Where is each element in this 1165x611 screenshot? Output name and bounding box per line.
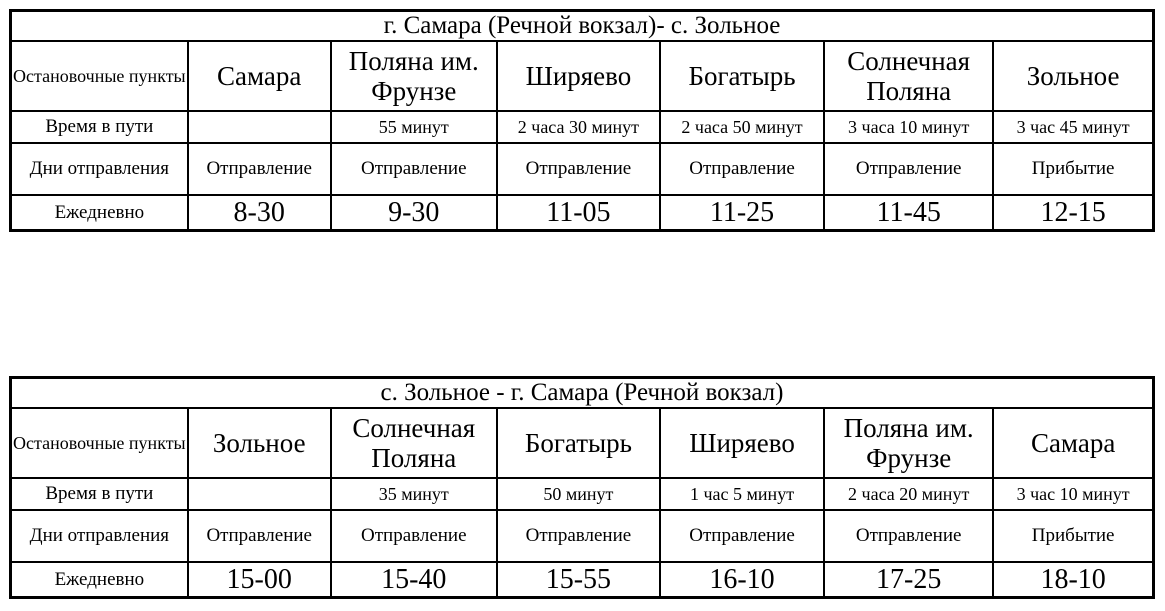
time-cell: 15-00 bbox=[188, 562, 331, 598]
table-row bbox=[11, 195, 1154, 231]
stop-cell: Самара bbox=[188, 41, 331, 111]
travel-time-cell bbox=[188, 111, 331, 143]
travel-time-cell: 3 часа 10 минут bbox=[824, 111, 993, 143]
table-row bbox=[11, 41, 1154, 111]
row-label-travel-time: Время в пути bbox=[11, 111, 188, 143]
time-cell: 16-10 bbox=[660, 562, 824, 598]
table-row bbox=[11, 562, 1154, 598]
table-row bbox=[11, 408, 1154, 478]
time-cell: 12-15 bbox=[993, 195, 1153, 231]
stop-cell: Поляна им. Фрунзе bbox=[824, 408, 993, 478]
schedule-table-zolnoe-samara bbox=[9, 376, 1155, 599]
stop-cell: Солнечная Поляна bbox=[824, 41, 993, 111]
stop-cell: Самара bbox=[993, 408, 1153, 478]
table-row bbox=[11, 111, 1154, 143]
action-cell: Отправление bbox=[660, 510, 824, 562]
table-row bbox=[11, 143, 1154, 195]
travel-time-cell: 2 часа 50 минут bbox=[660, 111, 824, 143]
stop-cell: Ширяево bbox=[497, 41, 660, 111]
table-row bbox=[11, 510, 1154, 562]
action-cell: Отправление bbox=[497, 143, 660, 195]
time-cell: 8-30 bbox=[188, 195, 331, 231]
row-label-days: Дни отправления bbox=[11, 143, 188, 195]
table-row bbox=[11, 478, 1154, 510]
travel-time-cell: 50 минут bbox=[497, 478, 660, 510]
action-cell: Прибытие bbox=[993, 143, 1153, 195]
travel-time-cell: 35 минут bbox=[331, 478, 497, 510]
travel-time-cell: 3 час 45 минут bbox=[993, 111, 1153, 143]
time-cell: 15-40 bbox=[331, 562, 497, 598]
action-cell: Отправление bbox=[188, 510, 331, 562]
stop-cell: Солнечная Поляна bbox=[331, 408, 497, 478]
time-cell: 15-55 bbox=[497, 562, 660, 598]
row-label-stops: Остановочные пункты bbox=[11, 408, 188, 478]
table-title: г. Самара (Речной вокзал)- с. Зольное bbox=[11, 11, 1154, 42]
travel-time-cell: 3 час 10 минут bbox=[993, 478, 1153, 510]
action-cell: Отправление bbox=[188, 143, 331, 195]
action-cell: Отправление bbox=[497, 510, 660, 562]
action-cell: Прибытие bbox=[993, 510, 1153, 562]
stop-cell: Зольное bbox=[188, 408, 331, 478]
row-label-days: Дни отправления bbox=[11, 510, 188, 562]
action-cell: Отправление bbox=[824, 510, 993, 562]
travel-time-cell: 1 час 5 минут bbox=[660, 478, 824, 510]
action-cell: Отправление bbox=[660, 143, 824, 195]
time-cell: 11-05 bbox=[497, 195, 660, 231]
time-cell: 17-25 bbox=[824, 562, 993, 598]
time-cell: 11-25 bbox=[660, 195, 824, 231]
time-cell: 11-45 bbox=[824, 195, 993, 231]
stop-cell: Ширяево bbox=[660, 408, 824, 478]
row-label-daily: Ежедневно bbox=[11, 195, 188, 231]
stop-cell: Богатырь bbox=[660, 41, 824, 111]
row-label-travel-time: Время в пути bbox=[11, 478, 188, 510]
stop-cell: Богатырь bbox=[497, 408, 660, 478]
travel-time-cell: 55 минут bbox=[331, 111, 497, 143]
table-title: с. Зольное - г. Самара (Речной вокзал) bbox=[11, 378, 1154, 409]
travel-time-cell: 2 часа 20 минут bbox=[824, 478, 993, 510]
time-cell: 18-10 bbox=[993, 562, 1153, 598]
action-cell: Отправление bbox=[331, 143, 497, 195]
stop-cell: Зольное bbox=[993, 41, 1153, 111]
action-cell: Отправление bbox=[331, 510, 497, 562]
travel-time-cell: 2 часа 30 минут bbox=[497, 111, 660, 143]
row-label-daily: Ежедневно bbox=[11, 562, 188, 598]
schedule-table-samara-zolnoe bbox=[9, 9, 1155, 232]
travel-time-cell bbox=[188, 478, 331, 510]
row-label-stops: Остановочные пункты bbox=[11, 41, 188, 111]
action-cell: Отправление bbox=[824, 143, 993, 195]
time-cell: 9-30 bbox=[331, 195, 497, 231]
stop-cell: Поляна им. Фрунзе bbox=[331, 41, 497, 111]
